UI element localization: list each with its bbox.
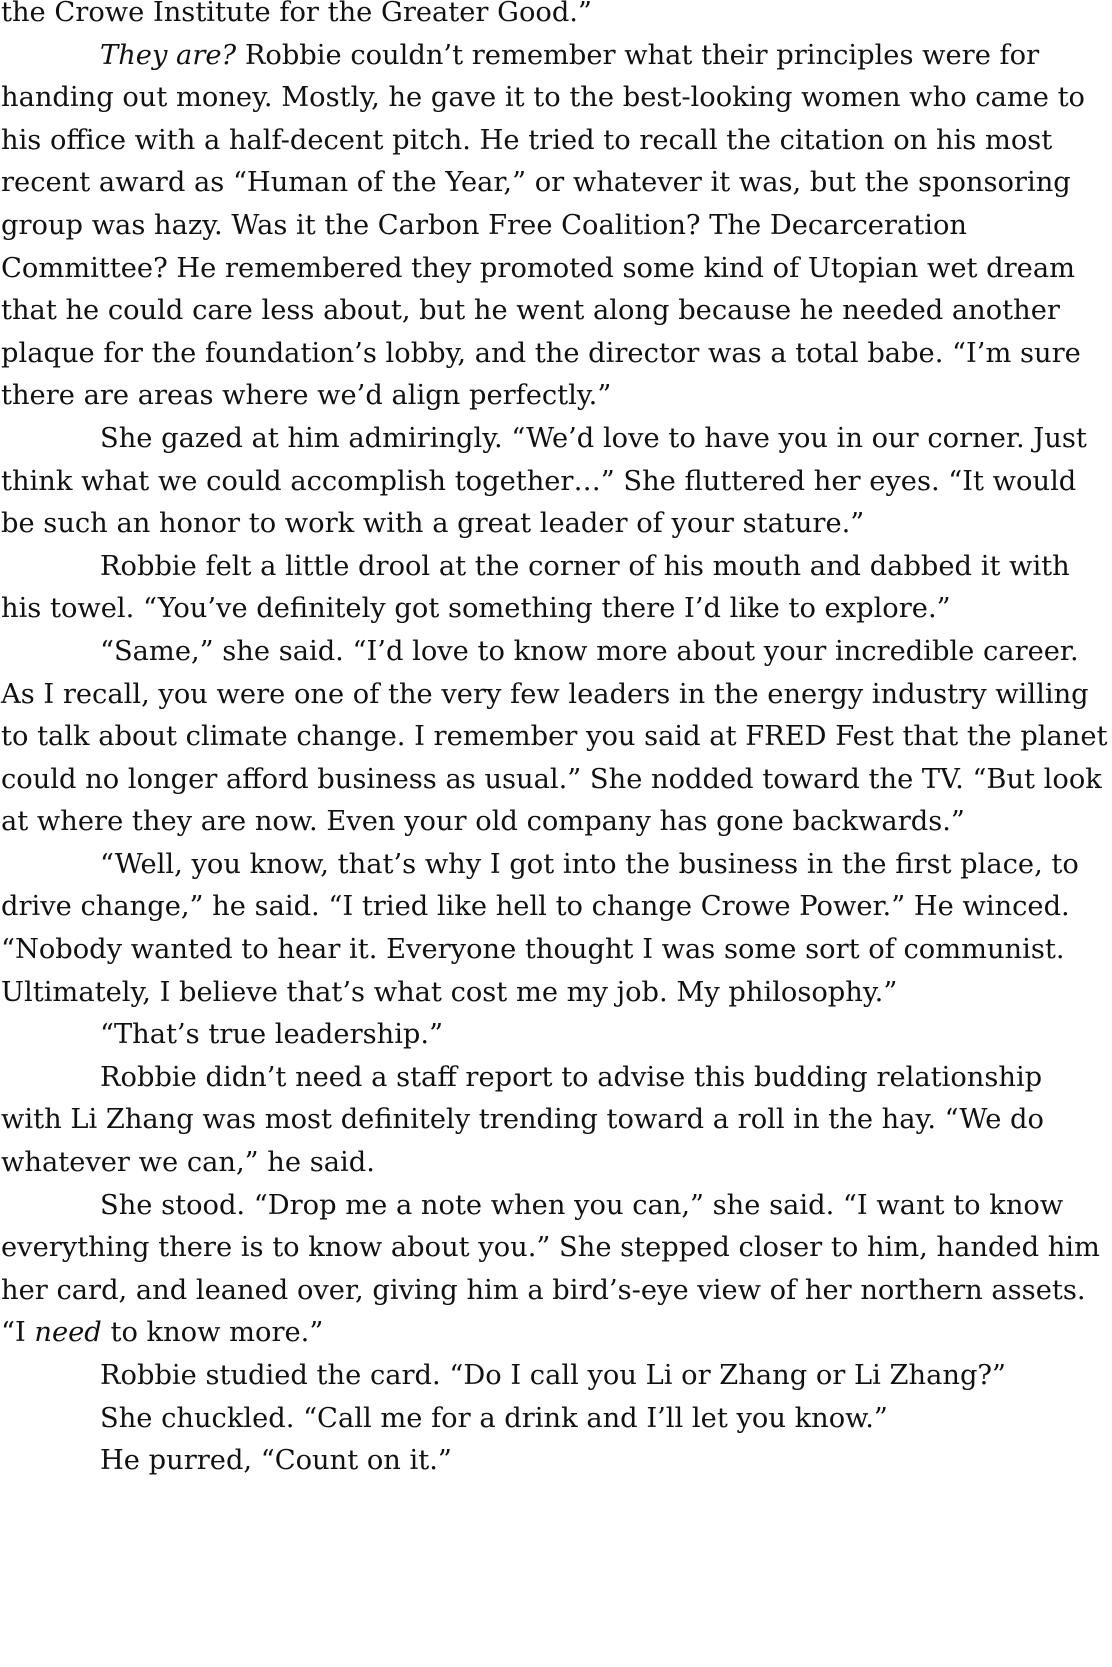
paragraph-5-text: “Same,” she said. “I’d love to know more about your incredible career. As I recall, you were one of the very few leaders in the energy industry willing to talk about climate change. I remember you said at FRED Fest that the planet could no longer afford business as usual.” She nodded toward the TV. “But look at where they are now. Even your old company has gone backwards.” xyxy=(1,635,1108,838)
paragraph-7 xyxy=(1,1014,1108,1057)
paragraph-4 xyxy=(1,546,1108,631)
paragraph-10-text: Robbie studied the card. “Do I call you Li or Zhang or Li Zhang?” xyxy=(100,1360,1007,1391)
paragraph-5 xyxy=(1,631,1108,844)
paragraph-1 xyxy=(1,0,1108,35)
paragraph-12-text: He purred, “Count on it.” xyxy=(100,1445,452,1477)
paragraph-3-text: She gazed at him admiringly. “We’d love to have you in our corner. Just think what we could accomplish together…” She fluttered her eyes. “It would be such an honor to work with a great leader of your stature.” xyxy=(1,422,1087,540)
paragraph-12 xyxy=(1,1440,1108,1483)
paragraph-1-text: the Crowe Institute for the Greater Good.” xyxy=(1,0,592,28)
paragraph-9-text-end: to know more.” xyxy=(101,1317,324,1349)
paragraph-2 xyxy=(1,35,1108,418)
paragraph-11 xyxy=(1,1398,1108,1441)
paragraph-8 xyxy=(1,1057,1108,1185)
paragraph-11-text: She chuckled. “Call me for a drink and I’ll let you know.” xyxy=(100,1402,888,1434)
paragraph-9-text: She stood. “Drop me a note when you can,” she said. “I want to know everything there is to know about you.” She stepped closer to him, handed him her card, and leaned over, giving him a bird’s-eye view of her northern assets. “I xyxy=(1,1189,1100,1349)
paragraph-3 xyxy=(1,418,1108,546)
paragraph-9-italic-word: need xyxy=(34,1317,102,1349)
paragraph-4-text: Robbie felt a little drool at the corner of his mouth and dabbed it with his towel. “You’ve definitely got something there I’d like to explore.” xyxy=(1,550,1070,625)
body-text xyxy=(1,0,1108,1483)
paragraph-6-text: “Well, you know, that’s why I got into the business in the first place, to drive change,” he said. “I tried like hell to change Crowe Power.” He winced. “Nobody wanted to hear it. Everyone thought I was some sort of communist. Ultimately, I believe that’s what cost me my job. My philosophy.” xyxy=(1,848,1079,1008)
paragraph-7-text: “That’s true leadership.” xyxy=(100,1019,444,1051)
paragraph-8-text: Robbie didn’t need a staff report to advise this budding relationship with Li Zhang was most definitely trending toward a roll in the hay. “We do whatever we can,” he said. xyxy=(1,1061,1044,1179)
paragraph-2-text: Robbie couldn’t remember what their principles were for handing out money. Mostly, he gave it to the best-looking women who came to his office with a half-decent pitch. He tried to recall the citation on his most recent award as “Human of the Year,” or whatever it was, but the sponsoring group was hazy. Was it the Carbon Free Coalition? The Decarceration Committee? He remembered they promoted some kind of Utopian wet dream that he could care less about, but he went along because he needed another plaque for the foundation’s lobby, and the director was a total babe. “I’m sure there are areas where we’d align perfectly.” xyxy=(1,39,1085,412)
paragraph-10 xyxy=(1,1355,1108,1398)
paragraph-6 xyxy=(1,844,1108,1014)
paragraph-9 xyxy=(1,1185,1108,1355)
paragraph-2-italic-phrase: They are? xyxy=(100,39,237,71)
